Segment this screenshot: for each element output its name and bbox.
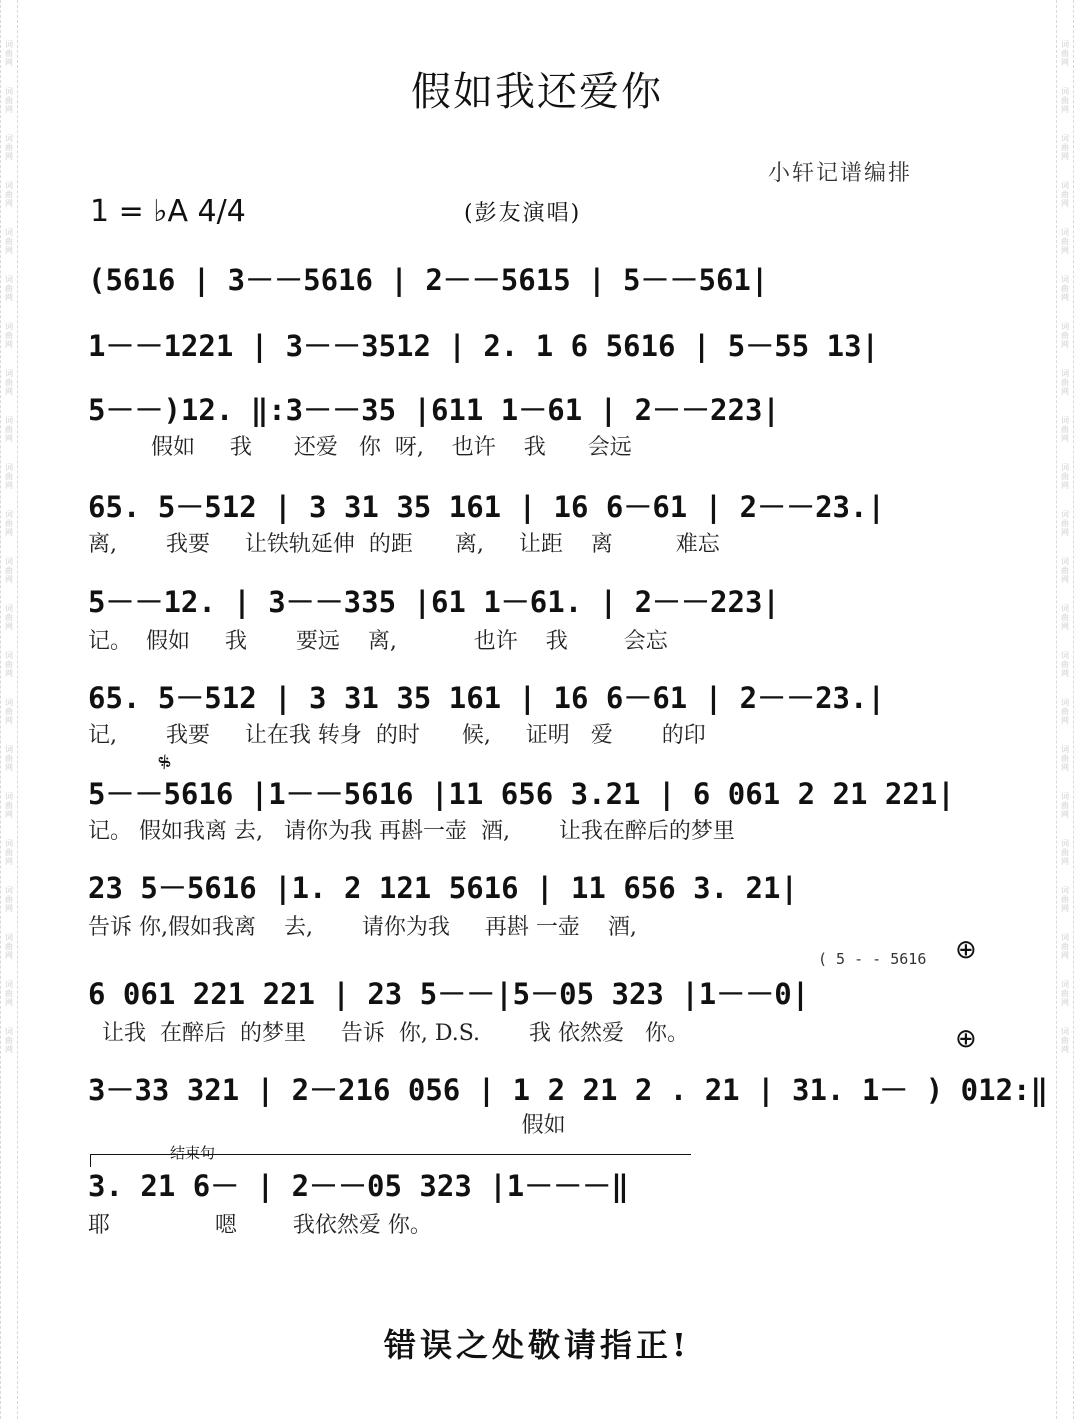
- watermark-text: 词曲网: [4, 369, 14, 396]
- watermark-text: 词曲网: [1060, 416, 1070, 443]
- watermark-text: 词曲网: [1060, 134, 1070, 161]
- score-line-notes: 65. 5－512 | 3 31 35 161 | 16 6－61 | 2－－23.|: [88, 490, 885, 524]
- score-line-notes: 65. 5－512 | 3 31 35 161 | 16 6－61 | 2－－23.|: [88, 681, 885, 715]
- watermark-text: 词曲网: [1060, 792, 1070, 819]
- coda-hint-notes: ( 5 - - 5616: [818, 950, 927, 968]
- watermark-text: 词曲网: [1060, 228, 1070, 255]
- watermark-text: 词曲网: [4, 416, 14, 443]
- score-line-notes: 23 5－5616 |1. 2 121 5616 | 11 656 3. 21|: [88, 871, 798, 905]
- watermark-text: 词曲网: [1060, 510, 1070, 537]
- watermark-text: 词曲网: [1060, 604, 1070, 631]
- watermark-text: 词曲网: [4, 87, 14, 114]
- watermark-text: 词曲网: [4, 839, 14, 866]
- watermark-text: 词曲网: [1060, 322, 1070, 349]
- watermark-text: 词曲网: [1060, 463, 1070, 490]
- song-title: 假如我还爱你: [411, 69, 663, 115]
- watermark-text: 词曲网: [4, 886, 14, 913]
- left-watermark-strip: [0, 0, 18, 1419]
- watermark-text: 词曲网: [4, 322, 14, 349]
- watermark-text: 词曲网: [4, 275, 14, 302]
- watermark-text: 词曲网: [4, 651, 14, 678]
- right-watermark-strip: [1056, 0, 1074, 1419]
- score-line-lyrics: 告诉 你,假如我离 去, 请你为我 再斟 一壶 酒,: [88, 915, 637, 940]
- score-line-notes: 5－－5616 |1－－5616 |11 656 3.21 | 6 061 2 21 221|: [88, 777, 955, 811]
- watermark-text: 词曲网: [1060, 369, 1070, 396]
- watermark-text: 词曲网: [1060, 557, 1070, 584]
- watermark-text: 词曲网: [1060, 933, 1070, 960]
- watermark-text: 词曲网: [1060, 87, 1070, 114]
- watermark-text: 词曲网: [1060, 698, 1070, 725]
- score-line-lyrics: 让我 在醉后 的梦里 告诉 你, D.S. 我 依然爱 你。: [88, 1021, 689, 1046]
- segno-icon: 𝄋: [153, 747, 177, 777]
- watermark-text: 词曲网: [1060, 980, 1070, 1007]
- watermark-text: 词曲网: [1060, 1027, 1070, 1054]
- score-line-lyrics: 记。 假如 我 要远 离, 也许 我 会忘: [88, 629, 668, 654]
- singer-credit: (彭友演唱): [464, 201, 582, 226]
- watermark-text: 词曲网: [4, 463, 14, 490]
- watermark-text: 词曲网: [4, 40, 14, 67]
- watermark-text: 词曲网: [4, 1027, 14, 1054]
- watermark-text: 词曲网: [4, 510, 14, 537]
- coda-icon: ⊕: [955, 1024, 977, 1054]
- score-line-notes: (5616 | 3－－5616 | 2－－5615 | 5－－561|: [88, 263, 769, 297]
- footer-note: 错误之处敬请指正!: [383, 1326, 691, 1364]
- watermark-text: 词曲网: [4, 181, 14, 208]
- score-line-lyrics: 记。 假如我离 去, 请你为我 再斟一壶 酒, 让我在醉后的梦里: [88, 819, 735, 844]
- coda-icon: ⊕: [955, 935, 977, 965]
- watermark-text: 词曲网: [1060, 651, 1070, 678]
- score-line-lyrics: 假如 我 还爱 你 呀, 也许 我 会远: [88, 435, 632, 460]
- ending-label: 结束句: [170, 1144, 216, 1162]
- watermark-text: 词曲网: [4, 557, 14, 584]
- score-line-notes: 5－－)12. ‖:3－－35 |611 1－61 | 2－－223|: [88, 393, 780, 427]
- watermark-text: 词曲网: [4, 228, 14, 255]
- watermark-text: 词曲网: [4, 745, 14, 772]
- watermark-text: 词曲网: [1060, 181, 1070, 208]
- score-line-notes: 5－－12. | 3－－335 |61 1－61. | 2－－223|: [88, 585, 780, 619]
- score-line-lyrics: 假如: [88, 1113, 566, 1138]
- score-line-notes: 1－－1221 | 3－－3512 | 2. 1 6 5616 | 5－55 13|: [88, 329, 880, 363]
- score-line-notes: 3－33 321 | 2－216 056 | 1 2 21 2 . 21 | 31. 1－ ) 012:‖: [88, 1073, 1048, 1107]
- score-line-lyrics: 耶 嗯 我依然爱 你。: [88, 1213, 432, 1238]
- arranger-credit: 小轩记谱编排: [768, 161, 913, 186]
- score-line-notes: 3. 21 6－ | 2－－05 323 |1－－－‖: [88, 1169, 629, 1203]
- watermark-text: 词曲网: [4, 792, 14, 819]
- score-line-lyrics: 记, 我要 让在我 转身 的时 候, 证明 爱 的印: [88, 723, 706, 748]
- score-line-lyrics: 离, 我要 让铁轨延伸 的距 离, 让距 离 难忘: [88, 532, 720, 557]
- watermark-text: 词曲网: [4, 134, 14, 161]
- watermark-text: 词曲网: [1060, 745, 1070, 772]
- watermark-text: 词曲网: [4, 933, 14, 960]
- watermark-text: 词曲网: [1060, 839, 1070, 866]
- score-line-notes: 6 061 221 221 | 23 5－－|5－05 323 |1－－0|: [88, 977, 810, 1011]
- watermark-text: 词曲网: [1060, 40, 1070, 67]
- watermark-text: 词曲网: [4, 698, 14, 725]
- watermark-text: 词曲网: [1060, 886, 1070, 913]
- watermark-text: 词曲网: [1060, 275, 1070, 302]
- watermark-text: 词曲网: [4, 980, 14, 1007]
- watermark-text: 词曲网: [4, 604, 14, 631]
- key-signature: 1 = ♭A 4/4: [90, 194, 246, 229]
